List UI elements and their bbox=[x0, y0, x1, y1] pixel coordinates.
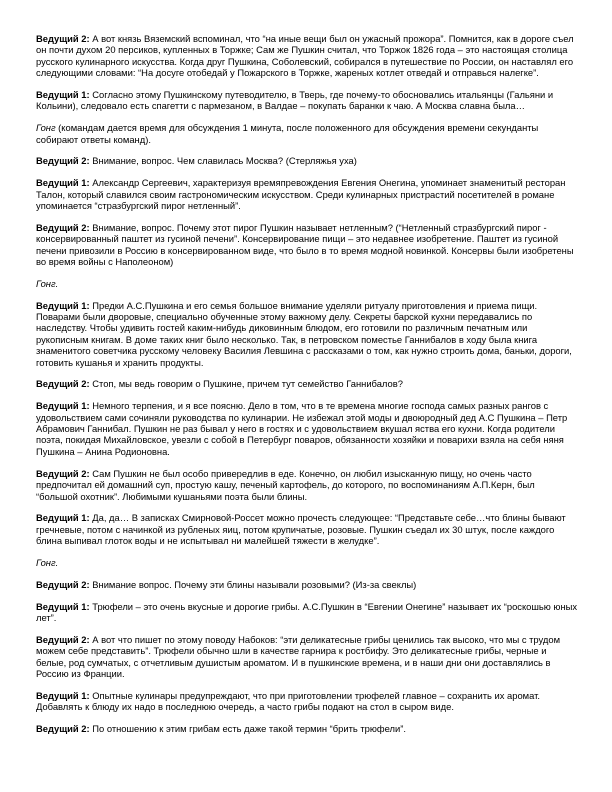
speaker-label: Ведущий 1: bbox=[36, 600, 90, 612]
speaker-label: Ведущий 2: bbox=[36, 633, 90, 645]
speaker-label: Ведущий 2: bbox=[36, 221, 90, 233]
paragraph-1 bbox=[36, 33, 578, 79]
speaker-label: Ведущий 1: bbox=[36, 299, 90, 311]
speaker-label: Ведущий 2: bbox=[36, 378, 90, 390]
paragraph-text: Внимание, вопрос. Чем славилась Москва? (Стерляжья уха) bbox=[89, 155, 357, 167]
speaker-label: Ведущий 2: bbox=[36, 467, 90, 479]
speaker-label: Ведущий 2: bbox=[36, 155, 90, 167]
paragraph-7 bbox=[36, 278, 578, 289]
speaker-label: Ведущий 1: bbox=[36, 89, 90, 101]
paragraph-text: По отношению к этим грибам есть даже такой термин “брить трюфели”. bbox=[89, 722, 406, 734]
paragraph-text: А вот князь Вяземский вспоминал, что “на иные вещи был он ужасный прожора”. Помнится, как в дороге съел он почти духом 20 персиков, купленных в Торжке; Сам же Пушкин считал, что Торжок 1826 года – это настоящая столица русского кулинарного искусства. Когда друг Пушкина, Соболевский, собирался в путешествие по России, он наставлял его следующими словами: “На досуге отобедай у Пожарского в Торжке, жареных котлет отведай и отправься налегке”. bbox=[36, 33, 574, 79]
stage-direction: Гонг. bbox=[36, 556, 59, 568]
paragraph-2 bbox=[36, 89, 578, 112]
paragraph-text: Согласно этому Пушкинскому путеводителю, в Тверь, где почему-то обосновались итальянцы (Гальяни и Кольини), следовало есть спагетти с пармезаном, в Валдае – покупать баранки к чаю. А Москва славна была… bbox=[36, 89, 554, 112]
paragraph-text: Александр Сергеевич, характеризуя времяпревождения Евгения Онегина, упоминает знаменитый ресторан Талон, который славился своим гастрономическим искусством. Среди кулинарных пристрастий посетителей в романе упоминается “стразбургский пирог нетленный”. bbox=[36, 177, 566, 212]
paragraph-13 bbox=[36, 557, 578, 568]
speaker-label: Ведущий 2: bbox=[36, 33, 90, 44]
paragraph-6 bbox=[36, 222, 578, 268]
paragraph-12 bbox=[36, 512, 578, 546]
paragraph-10 bbox=[36, 400, 578, 457]
paragraph-3 bbox=[36, 122, 578, 145]
speaker-label: Ведущий 1: bbox=[36, 689, 90, 701]
stage-direction: Гонг. bbox=[36, 277, 59, 289]
paragraph-text: А вот что пишет по этому поводу Набоков: “эти деликатесные грибы ценились так высоко, что мы с трудом можем себе представить”. Трюфели обычно шли в качестве гарнира к ростбифу. Это деликатесные грибы, черные и белые, род сумчатых, с отчетливым душистым ароматом. И в пушкинские времена, и в наши дни они доставлялись в Россию из Франции. bbox=[36, 633, 561, 679]
paragraph-text: Да, да… В записках Смирновой-Россет можно прочесть следующее: “Представьте себе…что блины бывают гречневые, потом с начинкой из рубленых яиц, потом крупичатые, розовые. Пушкин съедал их 30 штук, после каждого блина выпивал глоток воды и не испытывал ни малейшей тяжести в желудке”. bbox=[36, 512, 566, 547]
speaker-label: Ведущий 1: bbox=[36, 177, 90, 189]
paragraph-text: Сам Пушкин не был особо привередлив в еде. Конечно, он любил изысканную пищу, но очень часто предпочитал ей домашний суп, простую кашу, печеный картофель, до которого, по воспоминаниям А.П.Керн, был “большой охотник”. Любимыми кушаньями поэта были блины. bbox=[36, 467, 535, 502]
paragraph-18 bbox=[36, 723, 578, 734]
paragraph-11 bbox=[36, 468, 578, 502]
paragraph-16 bbox=[36, 634, 578, 680]
paragraph-5 bbox=[36, 177, 578, 211]
paragraph-text: Предки А.С.Пушкина и его семья большое внимание уделяли ритуалу приготовления и приема пищи. Поварами были дворовые, специально обученные этому важному делу. Секреты барской кухни передавались по наследству. Чтобы удивить гостей каким-нибудь диковинным блюдом, его готовили по различным печатным или рукописным книгам. В доме таких книг было несколько. Так, в петровском поместье Ганнибалов в ходу была книга знаменитого советчика русскому человеку Василия Левшина с рассказами о том, как нужно строить дома, баньки, дороги, готовить кушанья и хранить продукты. bbox=[36, 299, 572, 368]
paragraph-15 bbox=[36, 601, 578, 624]
paragraph-text: Немного терпения, и я все поясню. Дело в том, что в те времена многие господа самых разных рангов с удовольствием сами сочиняли руководства по кулинарии. Не избежал этой моды и двоюродный дед А.С Пушкина – Петр Абрамович Ганнибал. Пушкин не раз бывал у него в гостях и с удовольствием вкушал яства его кухни. Когда родители поэта, покидая Михайловское, увезли с собой в Петербург поваров, обязанности хозяйки и поварихи взяла на себя няня Пушкина – Анина Родионовна. bbox=[36, 400, 568, 457]
paragraph-text: Трюфели – это очень вкусные и дорогие грибы. А.С.Пушкин в “Евгении Онегине” называет их “роскошью юных лет”. bbox=[36, 600, 578, 623]
paragraph-17 bbox=[36, 690, 578, 713]
paragraph-8 bbox=[36, 300, 578, 368]
stage-direction: Гонг bbox=[36, 122, 56, 134]
paragraph-text: Внимание вопрос. Почему эти блины называли розовыми? (Из-за свеклы) bbox=[89, 578, 417, 590]
speaker-label: Ведущий 1: bbox=[36, 512, 90, 524]
paragraph-text: Внимание, вопрос. Почему этот пирог Пушкин называет нетленным? (“Нетленный стразбургский пирог - консервированный паштет из гусиной печени”. Консервирование пищи – это недавнее изобретение. Паштет из гусиной печени привозили в Россию в консервированном виде, что было в то время модной новинкой. Консервы были изобретены во время войны с Наполеоном) bbox=[36, 221, 574, 268]
speaker-label: Ведущий 2: bbox=[36, 722, 90, 734]
speaker-label: Ведущий 1: bbox=[36, 400, 90, 412]
paragraph-text: Опытные кулинары предупреждают, что при приготовлении трюфелей главное – сохранить их аромат. Добавлять к блюду их надо в последнюю очередь, а часто грибы подают на стол в сыром виде. bbox=[36, 689, 540, 713]
paragraph-text: Стоп, мы ведь говорим о Пушкине, причем тут семейство Ганнибалов? bbox=[89, 378, 403, 390]
speaker-label: Ведущий 2: bbox=[36, 578, 90, 590]
paragraph-text: (командам дается время для обсуждения 1 минута, после положенного для обсуждения времени секунданты собирают ответы команд). bbox=[36, 122, 539, 145]
paragraph-14 bbox=[36, 579, 578, 590]
paragraph-9 bbox=[36, 378, 578, 389]
paragraph-4 bbox=[36, 155, 578, 166]
